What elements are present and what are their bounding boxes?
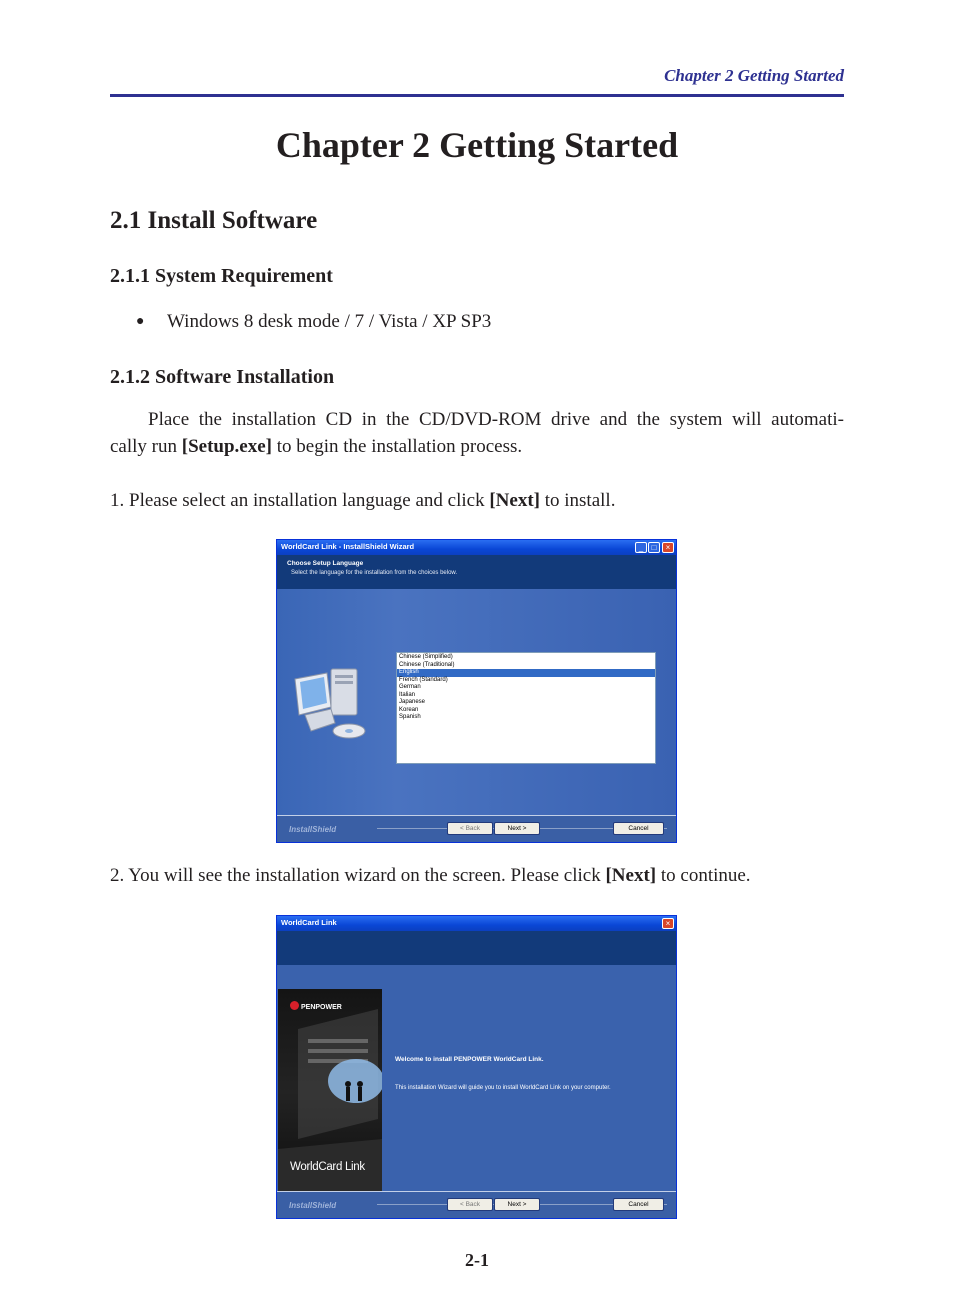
page-number: 2-1 [465, 1250, 489, 1270]
step-2-text-end: to continue. [656, 865, 751, 886]
language-wizard-window [276, 539, 677, 843]
penpower-logo-text: PENPOWER [301, 1004, 342, 1011]
next-button[interactable]: Next > [494, 822, 540, 835]
setup-exe-label: [Setup.exe] [181, 436, 272, 457]
language-option[interactable]: French (Standard) [399, 676, 448, 683]
wizard2-titlebar [277, 916, 676, 931]
step-1-text: 1. Please select an installation language and click [110, 490, 490, 511]
minimize-icon[interactable]: _ [635, 542, 647, 553]
step-1 [110, 490, 615, 512]
language-option-selected[interactable]: English [397, 669, 655, 677]
paragraph-line-1: Place the installation CD in the CD/DVD-ROM drive and the system will automati- [148, 409, 844, 430]
wizard1-title: WorldCard Link - InstallShield Wizard [281, 542, 415, 551]
wizard1-header-desc: Select the language for the installation from the choices below. [291, 570, 458, 576]
step-2-next-label: [Next] [605, 865, 657, 886]
wizard2-title: WorldCard Link [281, 918, 337, 927]
installation-heading: 2.1.2 Software Installation [110, 366, 335, 388]
maximize-icon[interactable]: □ [648, 542, 660, 553]
welcome-title: Welcome to install PENPOWER WorldCard Link. [395, 1056, 544, 1063]
welcome-description: This installation Wizard will guide you to install WorldCard Link on your computer. [395, 1085, 611, 1091]
installshield-brand: InstallShield [289, 825, 337, 834]
wizard2-footer [277, 1191, 676, 1218]
language-option[interactable]: Japanese [399, 699, 426, 705]
step-1-text-end: to install. [539, 490, 616, 511]
welcome-wizard-window [276, 915, 677, 1219]
wizard1-header-title: Choose Setup Language [287, 560, 364, 567]
back-button[interactable]: < Back [447, 1198, 493, 1211]
bullet-icon: ● [136, 314, 145, 329]
language-listbox[interactable] [396, 652, 656, 764]
cancel-button[interactable]: Cancel [613, 822, 664, 835]
close-icon[interactable]: × [662, 918, 674, 929]
product-name: WorldCard Link [290, 1161, 365, 1173]
language-option[interactable]: Korean [399, 706, 419, 713]
step-2 [110, 865, 751, 887]
step-1-next-label: [Next] [489, 490, 540, 511]
wizard1-footer [277, 815, 676, 842]
header-rule [110, 94, 844, 97]
paragraph-line-2-end: to begin the installation process. [272, 436, 523, 457]
product-side-panel [278, 989, 382, 1196]
requirement-text: Windows 8 desk mode / 7 / Vista / XP SP3 [167, 311, 492, 332]
wizard2-header [277, 931, 676, 965]
cancel-button[interactable]: Cancel [613, 1198, 664, 1211]
back-button[interactable]: < Back [447, 822, 493, 835]
wizard1-header [277, 555, 676, 589]
section-heading: 2.1 Install Software [110, 207, 318, 234]
language-option[interactable]: Chinese (Simplified) [399, 654, 453, 660]
language-option[interactable]: Chinese (Traditional) [399, 661, 455, 668]
language-option[interactable]: Spanish [399, 714, 421, 720]
chapter-title: Chapter 2 Getting Started [275, 125, 679, 165]
close-icon[interactable]: × [662, 542, 674, 553]
wizard2-body [277, 931, 676, 1193]
computer-setup-icon [291, 659, 371, 749]
step-2-text: 2. You will see the installation wizard on the screen. Please click [110, 865, 606, 886]
paragraph-line-2-start: cally run [110, 436, 182, 457]
requirement-heading: 2.1.1 System Requirement [110, 265, 333, 287]
next-button[interactable]: Next > [494, 1198, 540, 1211]
running-header: Chapter 2 Getting Started [664, 66, 844, 85]
installation-paragraph [110, 406, 844, 460]
installshield-brand: InstallShield [289, 1201, 337, 1210]
requirement-item [136, 311, 491, 333]
wizard1-body [277, 589, 676, 817]
language-option[interactable]: Italian [399, 691, 416, 698]
wizard1-titlebar [277, 540, 676, 555]
language-option[interactable]: German [399, 684, 421, 690]
